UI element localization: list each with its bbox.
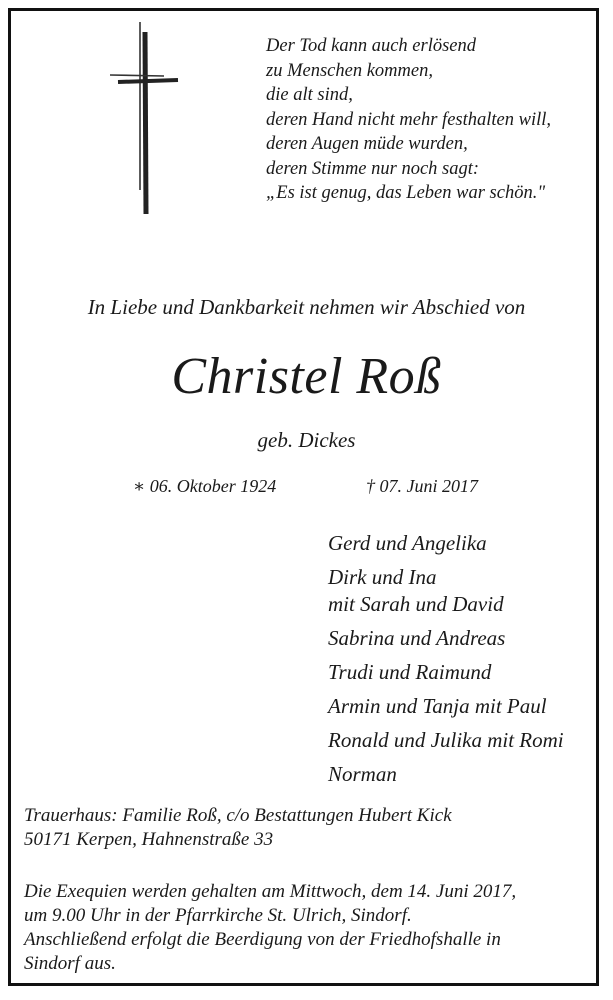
funeral-info-line: Die Exequien werden gehalten am Mittwoch, dem 14. Juni 2017, [24, 881, 517, 902]
mourner-line: Ronald und Julika mit Romi [328, 728, 564, 752]
death-date: † 07. Juni 2017 [366, 476, 478, 496]
mourner-line: Norman [328, 762, 397, 786]
mourner-entry [328, 659, 564, 686]
mourning-house-line: 50171 Kerpen, Hahnenstraße 33 [24, 829, 274, 850]
poem-line: Der Tod kann auch erlösend [266, 36, 476, 56]
mourner-line: Armin und Tanja mit Paul [328, 694, 547, 718]
mourning-house-line: Trauerhaus: Familie Roß, c/o Bestattungen Hubert Kick [24, 805, 452, 826]
funeral-info-line: Anschließend erfolgt die Beerdigung von der Friedhofshalle in [24, 929, 501, 950]
mourners-list [328, 530, 564, 795]
mourner-entry [328, 564, 564, 618]
poem-line: deren Stimme nur noch sagt: [266, 158, 480, 179]
poem-line: die alt sind, [266, 85, 353, 105]
funeral-info-line: Sindorf aus. [24, 953, 116, 974]
cross-icon [104, 18, 184, 218]
mourner-line: Gerd und Angelika [328, 531, 487, 555]
poem-line: deren Augen müde wurden, [266, 134, 468, 154]
funeral-info [24, 880, 516, 976]
mourner-entry [328, 761, 564, 788]
deceased-name: Christel Roß [171, 348, 442, 405]
mourner-entry [328, 727, 564, 754]
poem-line: „Es ist genug, das Leben war schön." [266, 183, 546, 203]
funeral-info-line: um 9.00 Uhr in der Pfarrkirche St. Ulrich, Sindorf. [24, 905, 412, 926]
birth-date: ∗ 06. Oktober 1924 [133, 476, 277, 496]
mourning-house [24, 804, 452, 852]
mourner-line: Dirk und Ina [328, 565, 437, 589]
intro-text: In Liebe und Dankbarkeit nehmen wir Abschied von [87, 295, 526, 319]
maiden-name: geb. Dickes [257, 428, 356, 452]
mourner-line: Sabrina und Andreas [328, 626, 506, 650]
mourner-line: Trudi und Raimund [328, 660, 492, 684]
poem [266, 34, 551, 206]
mourner-entry [328, 625, 564, 652]
poem-line: deren Hand nicht mehr festhalten will, [266, 109, 551, 130]
poem-line: zu Menschen kommen, [266, 60, 433, 81]
mourner-entry [328, 530, 564, 557]
mourner-line: mit Sarah und David [328, 592, 504, 616]
mourner-entry [328, 693, 564, 720]
